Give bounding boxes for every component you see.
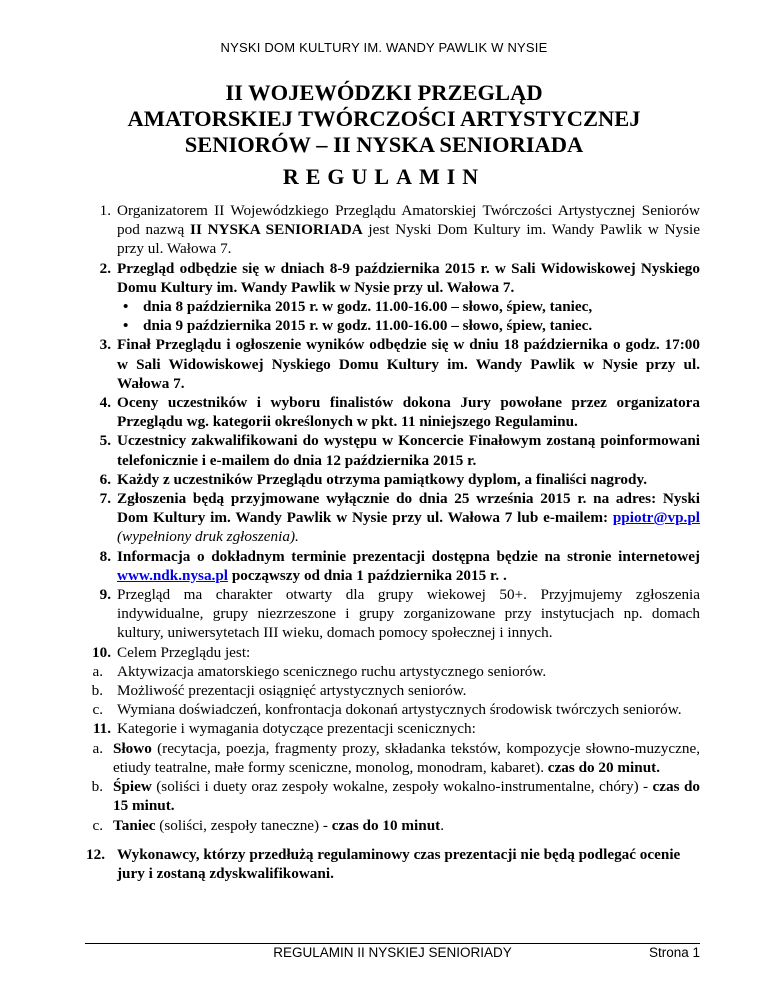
rule-11 bbox=[85, 719, 700, 738]
sub-letter: c. bbox=[92, 701, 103, 719]
document-title bbox=[60, 80, 708, 158]
goal-b bbox=[85, 681, 700, 700]
category-name: Słowo bbox=[113, 739, 152, 757]
title-line-2: AMATORSKIEJ TWÓRCZOŚCI ARTYSTYCZNEJ bbox=[127, 106, 641, 131]
category-end: . bbox=[440, 816, 444, 834]
sub-letter: c. bbox=[92, 816, 103, 834]
rule-text: Przegląd odbędzie się w dniach 8-9 października 2015 r. w Sali Widowiskowej Nyskiego Domu Kultury im. Wandy Pawlik w Nysie przy ul. Wałowa 7. bbox=[117, 259, 700, 296]
goal-a bbox=[85, 662, 700, 681]
rule-5 bbox=[85, 431, 700, 469]
category-name: Taniec bbox=[113, 816, 156, 834]
rule-number: 4. bbox=[99, 394, 111, 412]
rule-number: 7. bbox=[99, 490, 111, 508]
category-desc: (soliści, zespoły taneczne) - bbox=[155, 816, 332, 834]
rule-number: 12. bbox=[86, 845, 105, 863]
rule-text: Kategorie i wymagania dotyczące prezentacji scenicznych: bbox=[117, 720, 476, 738]
rule-9 bbox=[85, 585, 700, 643]
bullet-icon: • bbox=[123, 298, 129, 316]
schedule-bullet-1 bbox=[85, 297, 700, 316]
rule-number: 8. bbox=[99, 547, 111, 565]
rule-2 bbox=[85, 259, 700, 297]
rule-number: 6. bbox=[99, 470, 111, 488]
regulations-list bbox=[85, 201, 700, 883]
sub-letter: b. bbox=[91, 778, 103, 796]
page-footer bbox=[85, 945, 700, 965]
category-desc: (recytacja, poezja, fragmenty prozy, składanka tekstów, kompozycje słowno-muzyczne, etiudy teatralne, małe formy sceniczne, monolog, monodram, kabaret). bbox=[113, 739, 700, 776]
spacer bbox=[85, 835, 700, 845]
rule-text: Celem Przeglądu jest: bbox=[117, 643, 251, 661]
rule-number: 9. bbox=[99, 586, 111, 604]
rule-text: Zgłoszenia będą przyjmowane wyłącznie do dnia 25 września 2015 r. na adres: Nyski Dom Kultury im. Wandy Pawlik w Nysie przy ul. Wałowa 7 lub e-mailem: bbox=[117, 490, 700, 527]
rule-text-end: począwszy od dnia 1 października 2015 r. . bbox=[228, 566, 507, 584]
rule-note: (wypełniony druk zgłoszenia). bbox=[117, 528, 299, 546]
rule-3 bbox=[85, 335, 700, 393]
category-time: czas do 20 minut. bbox=[547, 758, 661, 776]
event-name: II NYSKA SENIORIADA bbox=[190, 221, 363, 239]
sub-letter: a. bbox=[92, 739, 103, 757]
bullet-text: dnia 9 października 2015 r. w godz. 11.00-16.00 – słowo, śpiew, taniec. bbox=[143, 317, 593, 335]
rule-number: 11. bbox=[92, 720, 111, 738]
page-number: Strona 1 bbox=[648, 945, 700, 960]
rule-number: 1. bbox=[99, 202, 111, 219]
category-desc: (soliści i duety oraz zespoły wokalne, zespoły wokalno-instrumentalne, chóry) - bbox=[151, 778, 653, 796]
category-name: Śpiew bbox=[113, 778, 152, 796]
website-link[interactable]: www.ndk.nysa.pl bbox=[117, 566, 229, 584]
sub-letter: a. bbox=[92, 662, 103, 680]
rule-text: Finał Przeglądu i ogłoszenie wyników odbędzie się w dniu 18 października o godz. 17:00 w Sali Widowiskowej Nyskiego Domu Kultury im. Wandy Pawlik w Nysie przy ul. Wałowa 7. bbox=[117, 336, 700, 392]
rule-1 bbox=[85, 201, 700, 259]
schedule-bullet-2 bbox=[85, 316, 700, 335]
rule-text: Informacja o dokładnym terminie prezentacji dostępna będzie na stronie internetowej bbox=[117, 547, 700, 565]
rule-number: 10. bbox=[92, 643, 111, 661]
goal-c bbox=[85, 700, 700, 719]
rule-text: Przegląd ma charakter otwarty dla grupy wiekowej 50+. Przyjmujemy zgłoszenia indywidualne, grupy niezrzeszone i grupy zorganizowane przy instytucjach np. domach kultury, uniwersytetach III wieku, domach pomocy społecznej i innych. bbox=[117, 586, 700, 642]
rule-4 bbox=[85, 393, 700, 431]
rule-12 bbox=[85, 845, 700, 883]
rule-6 bbox=[85, 470, 700, 489]
rule-10 bbox=[85, 643, 700, 662]
rule-text: Każdy z uczestników Przeglądu otrzyma pamiątkowy dyplom, a finaliści nagrody. bbox=[117, 470, 648, 488]
footer-title: REGULAMIN II NYSKIEJ SENIORIADY bbox=[273, 945, 512, 960]
rule-text: Uczestnicy zakwalifikowani do występu w Koncercie Finałowym zostaną poinformowani telefonicznie i e-mailem do dnia 12 października 2015 r. bbox=[117, 432, 700, 469]
category-time: czas do 10 minut bbox=[331, 816, 441, 834]
category-time: czas do 15 minut. bbox=[113, 778, 700, 815]
email-link[interactable]: ppiotr@vp.pl bbox=[612, 509, 700, 527]
rule-text: Oceny uczestników i wyboru finalistów dokona Jury powołane przez organizatora Przeglądu wg. kategorii określonych w pkt. 11 niniejszego Regulaminu. bbox=[117, 394, 700, 431]
page-header: NYSKI DOM KULTURY IM. WANDY PAWLIK W NYSIE bbox=[220, 40, 548, 55]
sub-text: Aktywizacja amatorskiego scenicznego ruchu artystycznego seniorów. bbox=[117, 662, 547, 680]
document-subtitle: REGULAMIN bbox=[282, 164, 486, 189]
category-song bbox=[85, 777, 700, 815]
bullet-icon: • bbox=[123, 317, 129, 335]
title-line-3: SENIORÓW – II NYSKA SENIORIADA bbox=[184, 132, 584, 157]
rule-number: 5. bbox=[99, 432, 111, 450]
bullet-text: dnia 8 października 2015 r. w godz. 11.00-16.00 – słowo, śpiew, taniec, bbox=[143, 298, 593, 316]
rule-text: Organizatorem II Wojewódzkiego Przeglądu Amatorskiej Twórczości Artystycznej Seniorów pod nazwą bbox=[117, 202, 700, 239]
rule-number: 3. bbox=[99, 336, 111, 354]
category-word bbox=[85, 739, 700, 777]
title-line-1: II WOJEWÓDZKI PRZEGLĄD bbox=[225, 80, 543, 105]
footer-divider bbox=[85, 943, 700, 944]
sub-text: Wymiana doświadczeń, konfrontacja dokonań artystycznych środowisk twórczych seniorów. bbox=[117, 701, 682, 719]
rule-text-end: jest Nyski Dom Kultury im. Wandy Pawlik w Nysie przy ul. Wałowa 7. bbox=[117, 221, 701, 258]
sub-letter: b. bbox=[91, 682, 103, 700]
rule-text: Wykonawcy, którzy przedłużą regulaminowy czas prezentacji nie będą podlegać ocenie jury i zostaną zdyskwalifikowani. bbox=[117, 845, 681, 882]
rule-7 bbox=[85, 489, 700, 547]
sub-text: Możliwość prezentacji osiągnięć artystycznych seniorów. bbox=[117, 682, 467, 700]
rule-number: 2. bbox=[99, 259, 111, 277]
rule-8 bbox=[85, 547, 700, 585]
category-dance bbox=[85, 816, 700, 835]
